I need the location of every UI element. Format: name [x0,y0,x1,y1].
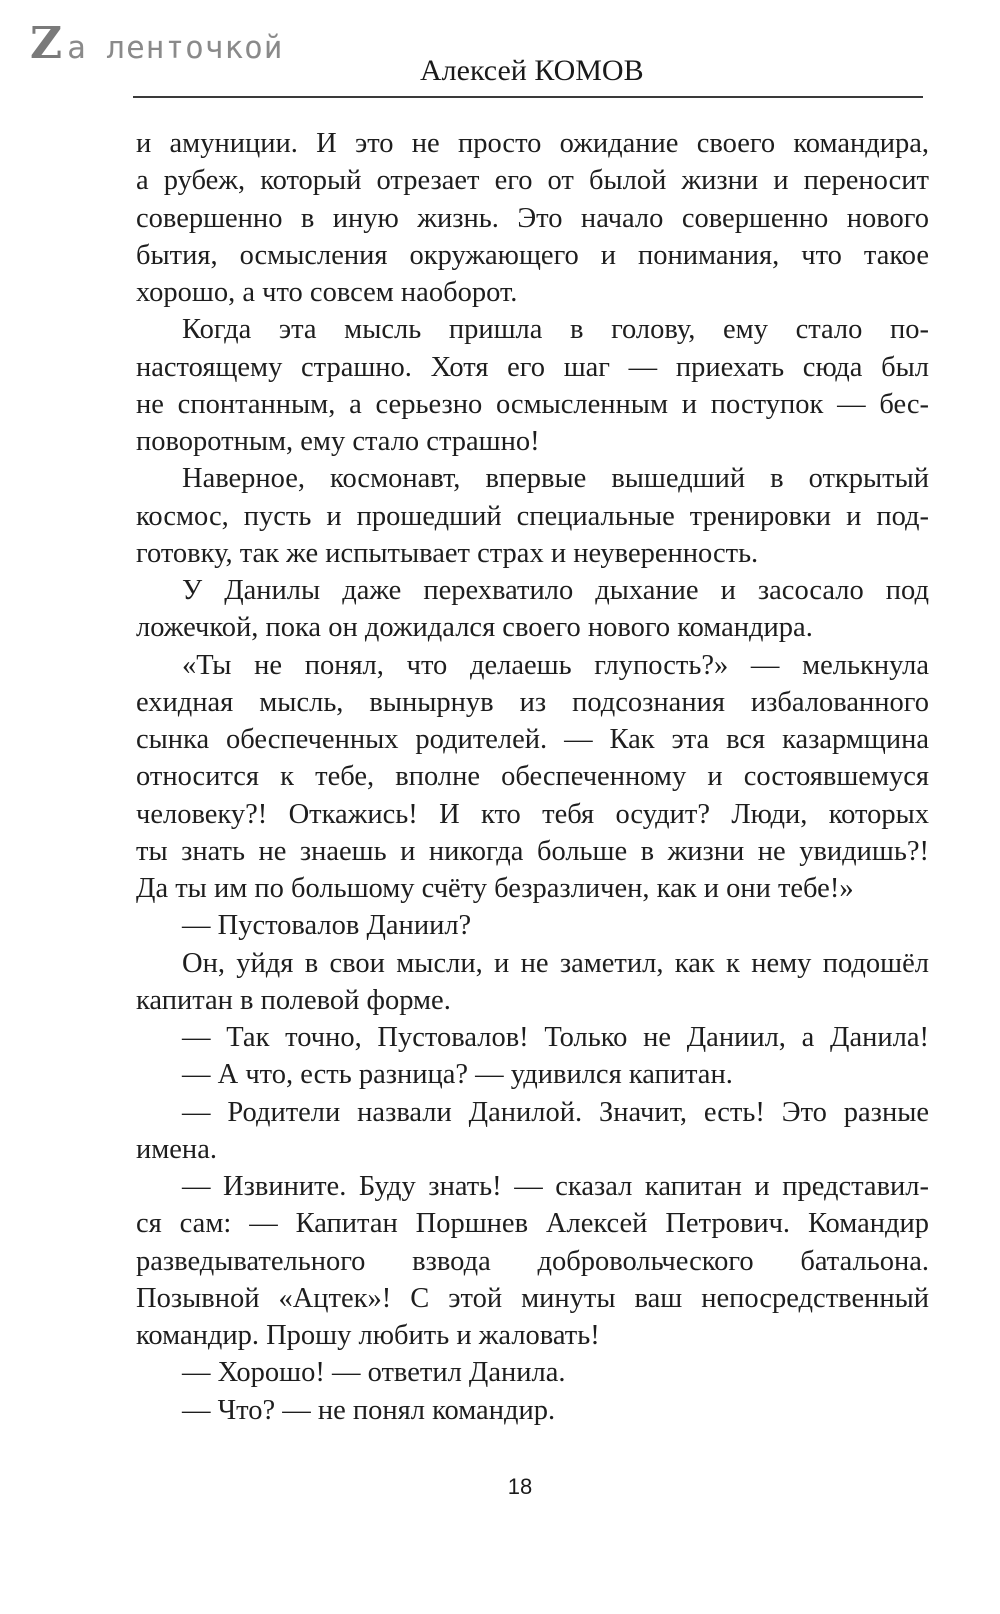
text-line: ся сам: — Капитан Поршнев Алексей Петрович. Командир [136,1208,929,1240]
series-title-letter: Z [30,18,64,69]
text-line: капитан в полевой форме. [136,984,451,1016]
text-line: Да ты им по большому счёту безразличен, как и они тебе!» [136,873,854,904]
text-line: настоящему страшно. Хотя его шаг — приехать сюда был [136,351,929,383]
text-line: а рубеж, который отрезает его от былой жизни и переносит [136,165,929,197]
text-line: человеку?! Откажись! И кто тебя осудит? Люди, которых [136,798,929,830]
text-line: Позывной «Ацтек»! С этой минуты ваш непосредственный [136,1282,929,1314]
text-line: — Что? — не понял командир. [182,1394,556,1426]
text-line: ложечкой, пока он дожидался своего нового командира. [136,612,813,644]
text-line: — Родители назвали Данилой. Значит, есть! Это разные [182,1096,929,1128]
header-rule [133,96,923,98]
text-line: — А что, есть разница? — удивился капитан. [182,1059,733,1091]
text-line: — Хорошо! — ответил Данила. [182,1357,566,1389]
text-line: сынка обеспеченных родителей. — Как эта вся казармщина [136,724,929,755]
text-line: космос, пусть и прошедший специальные тренировки и под- [136,500,929,532]
text-line: — Извините. Буду знать! — сказал капитан и представил- [182,1171,929,1202]
series-title-rest: а ленточкой [67,30,284,66]
text-line: разведывательного взвода добровольческого батальона. [136,1245,929,1277]
text-line: совершенно в иную жизнь. Это начало совершенно нового [136,202,929,234]
text-line: относится к тебе, вполне обеспеченному и состоявшемуся [136,761,929,793]
text-line: Когда эта мысль пришла в голову, ему стало по- [182,314,929,346]
text-line: — Пустовалов Даниил? [182,910,472,942]
text-line: имена. [136,1133,217,1165]
text-line: «Ты не понял, что делаешь глупость?» — мелькнула [182,649,929,681]
text-line: Он, уйдя в свои мысли, и не заметил, как к нему подошёл [182,947,929,979]
text-line: хорошо, а что совсем наоборот. [136,277,518,308]
text-line: бытия, осмысления окружающего и понимания, что такое [136,239,929,271]
series-title [30,18,283,69]
author-name: Алексей КОМОВ [420,54,644,87]
body-text [136,125,929,1429]
text-line: и амуниции. И это не просто ожидание своего командира, [136,128,929,159]
text-line: не спонтанным, а серьезно осмысленным и поступок — бес- [136,388,929,420]
page-number: 18 [507,1474,533,1499]
text-line: готовку, так же испытывает страх и неуверенность. [136,537,759,569]
text-line: ехидная мысль, вынырнув из подсознания избалованного [136,686,929,718]
text-line: — Так точно, Пустовалов! Только не Даниил, а Данила! [182,1022,929,1053]
text-line: Наверное, космонавт, впервые вышедший в открытый [182,463,929,495]
text-line: командир. Прошу любить и жаловать! [136,1320,600,1351]
text-line: поворотным, ему стало страшно! [136,426,540,457]
text-line: ты знать не знаешь и никогда больше в жизни не увидишь?! [136,835,929,867]
text-line: У Данилы даже перехватило дыхание и засосало под [182,575,929,606]
